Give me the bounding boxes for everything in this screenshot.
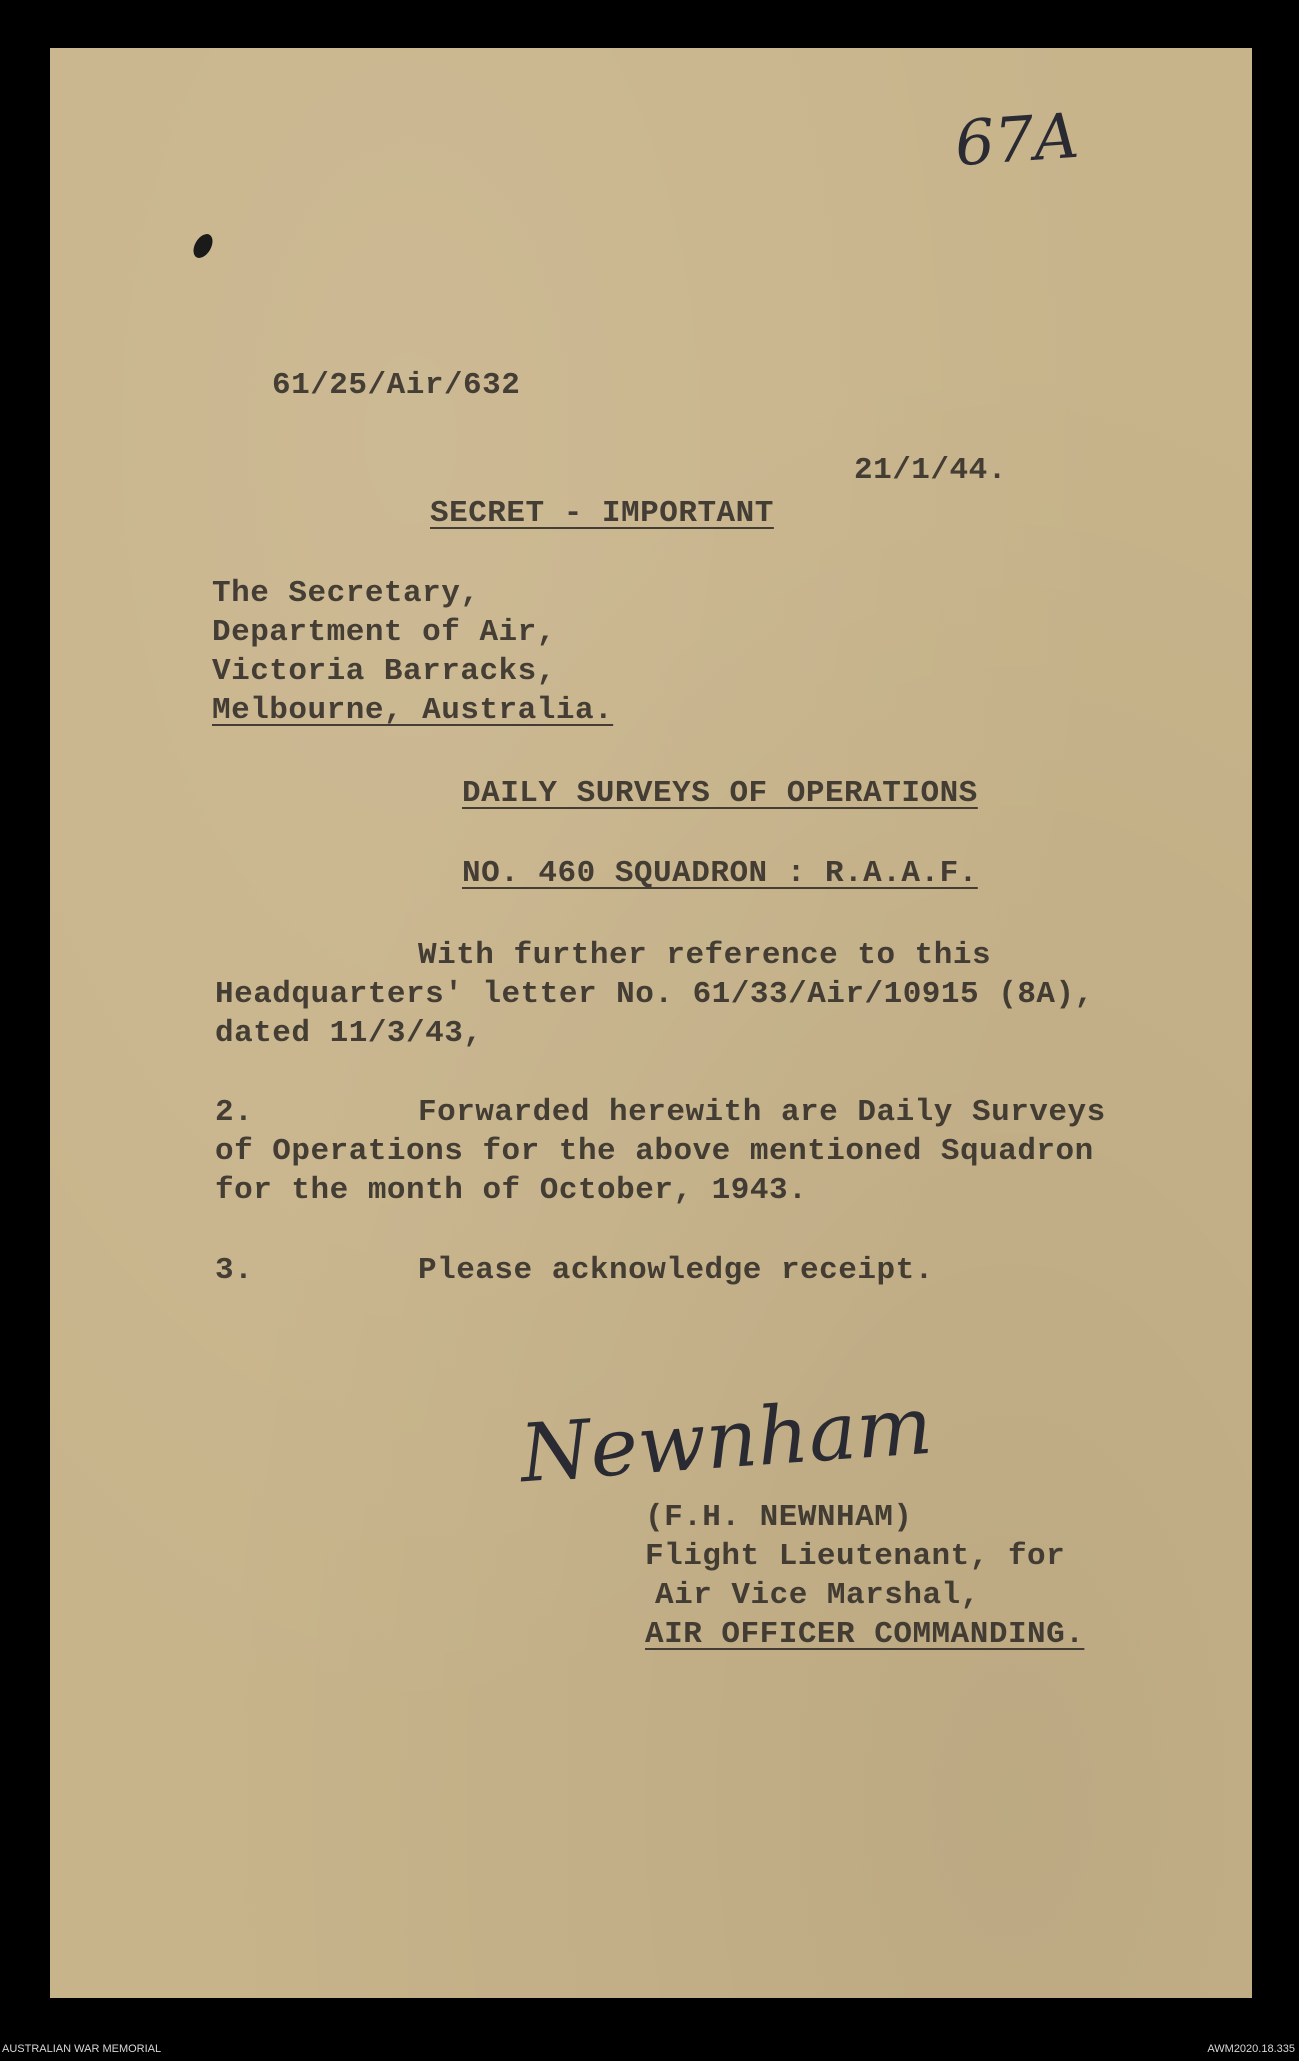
classification: SECRET - IMPORTANT (430, 496, 774, 531)
paragraph-2-line: for the month of October, 1943. (215, 1173, 808, 1208)
paragraph-2-line: Forwarded herewith are Daily Surveys (418, 1095, 1106, 1130)
signatory-line: Air Vice Marshal, (655, 1578, 980, 1613)
signature: Newnham (517, 1378, 936, 1501)
paragraph-1-line: With further reference to this (418, 938, 992, 973)
footer-source: AUSTRALIAN WAR MEMORIAL (2, 2043, 162, 2055)
folio-number: 67A (952, 98, 1082, 181)
paragraph-3-line: Please acknowledge receipt. (418, 1253, 934, 1288)
paragraph-3-number: 3. (215, 1253, 254, 1288)
address-line: Victoria Barracks, (212, 654, 556, 689)
document-page (50, 48, 1252, 1998)
paragraph-1-line: Headquarters' letter No. 61/33/Air/10915 (8A), (215, 977, 1094, 1012)
letter-date: 21/1/44. (854, 453, 1007, 488)
address-line: Melbourne, Australia. (212, 693, 614, 728)
paragraph-2-line: of Operations for the above mentioned Squadron (215, 1134, 1094, 1169)
punch-hole (190, 231, 217, 262)
reference-number: 61/25/Air/632 (272, 368, 521, 403)
signatory-rank: Flight Lieutenant, for (645, 1539, 1066, 1574)
subject-line: DAILY SURVEYS OF OPERATIONS (462, 776, 978, 811)
address-line: Department of Air, (212, 615, 556, 650)
address-line: The Secretary, (212, 576, 480, 611)
footer-accession-number: AWM2020.18.335 (1207, 2043, 1295, 2055)
subject-line: NO. 460 SQUADRON : R.A.A.F. (462, 856, 978, 891)
paragraph-2-number: 2. (215, 1095, 254, 1130)
paragraph-1-line: dated 11/3/43, (215, 1016, 483, 1051)
signatory-title: AIR OFFICER COMMANDING. (645, 1617, 1085, 1652)
signatory-name: (F.H. NEWNHAM) (645, 1500, 913, 1535)
